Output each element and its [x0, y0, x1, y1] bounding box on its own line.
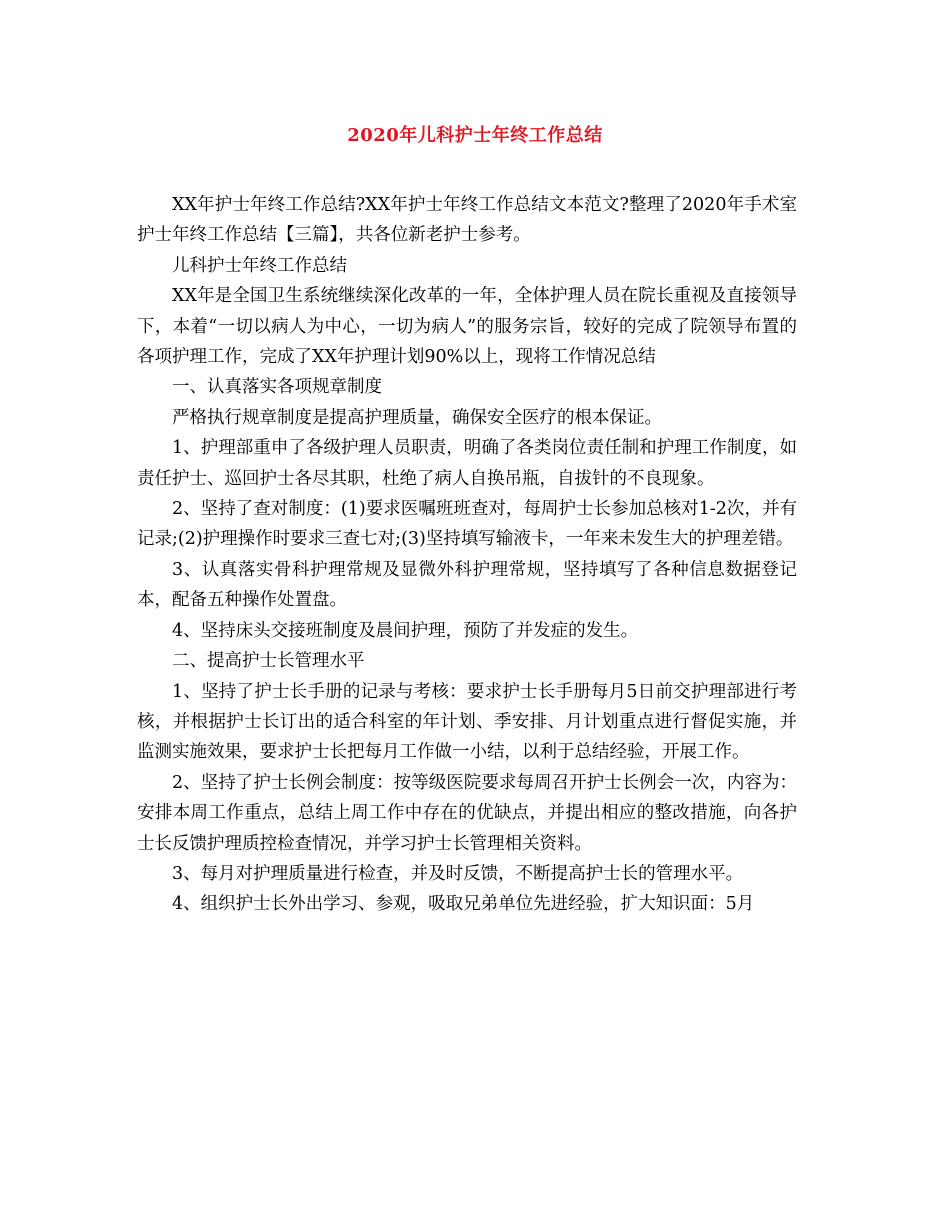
paragraph: 1、坚持了护士长手册的记录与考核：要求护士长手册每月5日前交护理部进行考核，并根据护士长订出的适合科室的年计划、季安排、月计划重点进行督促实施，并监测实施效果，要求护士长把每月工作做一小结，以利于总结经验，开展工作。	[137, 681, 797, 763]
document-title: 2020年儿科护士年终工作总结	[347, 125, 603, 146]
paragraph: 1、护理部重申了各级护理人员职责，明确了各类岗位责任制和护理工作制度，如责任护士、巡回护士各尽其职，杜绝了病人自换吊瓶，自拔针的不良现象。	[137, 438, 797, 489]
document-body	[137, 190, 797, 920]
section-heading: 二、提高护士长管理水平	[172, 651, 365, 672]
paragraph: 3、认真落实骨科护理常规及显微外科护理常规，坚持填写了各种信息数据登记本，配备五种操作处置盘。	[137, 559, 797, 611]
paragraph: 3、每月对护理质量进行检查，并及时反馈，不断提高护士长的管理水平。	[172, 863, 744, 884]
paragraph: 严格执行规章制度是提高护理质量，确保安全医疗的根本保证。	[172, 407, 662, 428]
paragraph: 4、坚持床头交接班制度及晨间护理，预防了并发症的发生。	[172, 620, 639, 641]
section-heading: 儿科护士年终工作总结	[172, 255, 347, 276]
paragraph: 2、坚持了护士长例会制度：按等级医院要求每周召开护士长例会一次，内容为：安排本周工作重点，总结上周工作中存在的优缺点，并提出相应的整改措施，向各护士长反馈护理质控检查情况，并学习护士长管理相关资料。	[137, 772, 797, 854]
paragraph: XX年是全国卫生系统继续深化改革的一年，全体护理人员在院长重视及直接领导下，本着“一切以病人为中心，一切为病人”的服务宗旨，较好的完成了院领导布置的各项护理工作，完成了XX年护理计划90%以上，现将工作情况总结	[137, 286, 797, 368]
paragraph: XX年护士年终工作总结?XX年护士年终工作总结文本范文?整理了2020年手术室护士年终工作总结【三篇】，共各位新老护士参考。	[137, 195, 797, 246]
paragraph: 4、组织护士长外出学习、参观，吸取兄弟单位先进经验，扩大知识面：5月	[172, 894, 755, 915]
paragraph: 2、坚持了查对制度：(1)要求医嘱班班查对，每周护士长参加总核对1-2次，并有记录;(2)护理操作时要求三查七对;(3)坚持填写输液卡，一年来未发生大的护理差错。	[137, 499, 797, 550]
section-heading: 一、认真落实各项规章制度	[172, 377, 382, 398]
